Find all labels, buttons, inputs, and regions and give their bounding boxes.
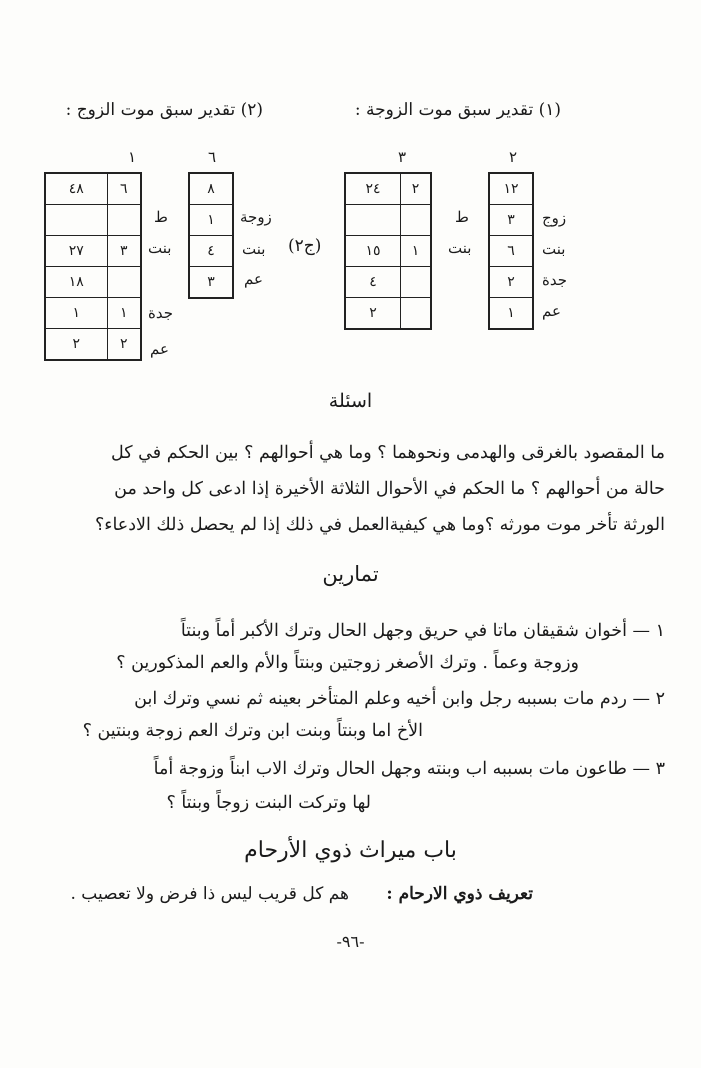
cell: ٢٧ bbox=[45, 236, 107, 267]
cell bbox=[45, 205, 107, 236]
cell: ٢ bbox=[489, 267, 533, 298]
question-line: حالة من أحوالهم ؟ ما الحكم في الأحوال الثلاثة الأخيرة إذا ادعى كل واحد من bbox=[114, 479, 665, 499]
heir-label: جدة bbox=[148, 304, 174, 322]
section-mark: (ج٢) bbox=[288, 236, 322, 256]
bint-label: بنت bbox=[448, 239, 472, 257]
case2-result-table bbox=[44, 172, 142, 361]
heir-label: عم bbox=[150, 340, 169, 358]
cell: ٢ bbox=[401, 173, 431, 205]
case1-header-a: ٢ bbox=[509, 148, 518, 166]
question-line: ما المقصود بالغرقى والهدمى ونحوهما ؟ وما هي أحوالهم ؟ بين الحكم في كل bbox=[111, 443, 665, 463]
case2-header-a: ٦ bbox=[208, 148, 217, 166]
cell: ١ bbox=[107, 298, 141, 329]
case1-heading: (١) تقدير سبق موت الزوجة : bbox=[354, 100, 561, 120]
case2-header-b: ١ bbox=[128, 148, 137, 166]
cell: ١٥ bbox=[345, 236, 401, 267]
cell: ١ bbox=[401, 236, 431, 267]
chapter-title: باب ميراث ذوي الأرحام bbox=[244, 838, 457, 863]
cell: ١٨ bbox=[45, 267, 107, 298]
heir-label: بنت bbox=[242, 240, 266, 258]
exercise-line: ٣ — طاعون مات بسببه اب وبنته وجهل الحال وترك الاب ابناً وزوجة أماً bbox=[153, 759, 665, 779]
cell: ٦ bbox=[107, 173, 141, 205]
cell: ١٢ bbox=[489, 173, 533, 205]
heir-label: جدة bbox=[542, 271, 568, 289]
cell: ٢ bbox=[345, 298, 401, 330]
questions-title: اسئلة bbox=[328, 390, 373, 412]
exercise-line: ٢ — ردم مات بسببه رجل وابن أخيه وعلم المتأخر بعينه ثم نسي وترك ابن bbox=[134, 689, 665, 709]
cell bbox=[345, 205, 401, 236]
cell: ١ bbox=[489, 298, 533, 330]
cell: ٢٤ bbox=[345, 173, 401, 205]
cell: ٦ bbox=[489, 236, 533, 267]
cell: ٣ bbox=[489, 205, 533, 236]
cell: ٣ bbox=[189, 267, 233, 299]
case1-problem-table bbox=[488, 172, 534, 330]
heir-label: عم bbox=[244, 270, 263, 288]
t-label: ط bbox=[154, 208, 168, 226]
cell bbox=[107, 267, 141, 298]
heir-label: بنت bbox=[542, 240, 566, 258]
case2-problem-table bbox=[188, 172, 234, 299]
cell: ٨ bbox=[189, 173, 233, 205]
cell bbox=[401, 298, 431, 330]
definition-text: هم كل قريب ليس ذا فرض ولا تعصيب . bbox=[70, 884, 349, 904]
t-label: ط bbox=[455, 208, 469, 226]
cell: ٤ bbox=[345, 267, 401, 298]
exercise-line: وزوجة وعماً . وترك الأصغر زوجتين وبنتاً والأم والعم المذكورين ؟ bbox=[116, 653, 579, 673]
question-line: الورثة تأخر موت مورثه ؟وما هي كيفيةالعمل في ذلك إذا لم يحصل ذلك الادعاء؟ bbox=[94, 515, 665, 535]
cell: ١ bbox=[45, 298, 107, 329]
cell: ٢ bbox=[107, 329, 141, 361]
cell: ٣ bbox=[107, 236, 141, 267]
exercise-line: لها وتركت البنت زوجاً وبنتاً ؟ bbox=[166, 793, 371, 813]
cell: ٢ bbox=[45, 329, 107, 361]
page-number: -٩٦- bbox=[336, 932, 365, 951]
cell bbox=[401, 267, 431, 298]
heir-label: زوجة bbox=[240, 208, 272, 226]
exercises-title: تمارين bbox=[322, 562, 379, 586]
definition-label: تعريف ذوي الارحام : bbox=[386, 884, 533, 904]
exercise-line: الأخ اما وبنتاً وبنت ابن وترك العم زوجة وبنتين ؟ bbox=[82, 721, 423, 741]
case2-heading: (٢) تقدير سبق موت الزوج : bbox=[65, 100, 263, 120]
cell: ٤٨ bbox=[45, 173, 107, 205]
heir-label: عم bbox=[542, 302, 561, 320]
cell: ٤ bbox=[189, 236, 233, 267]
cell bbox=[107, 205, 141, 236]
bint-label: بنت bbox=[148, 239, 172, 257]
case1-result-table bbox=[344, 172, 432, 330]
case1-header-b: ٣ bbox=[398, 148, 407, 166]
cell: ١ bbox=[189, 205, 233, 236]
exercise-line: ١ — أخوان شقيقان ماتا في حريق وجهل الحال وترك الأكبر أماً وبنتاً bbox=[180, 621, 665, 641]
heir-label: زوج bbox=[542, 209, 567, 227]
cell bbox=[401, 205, 431, 236]
